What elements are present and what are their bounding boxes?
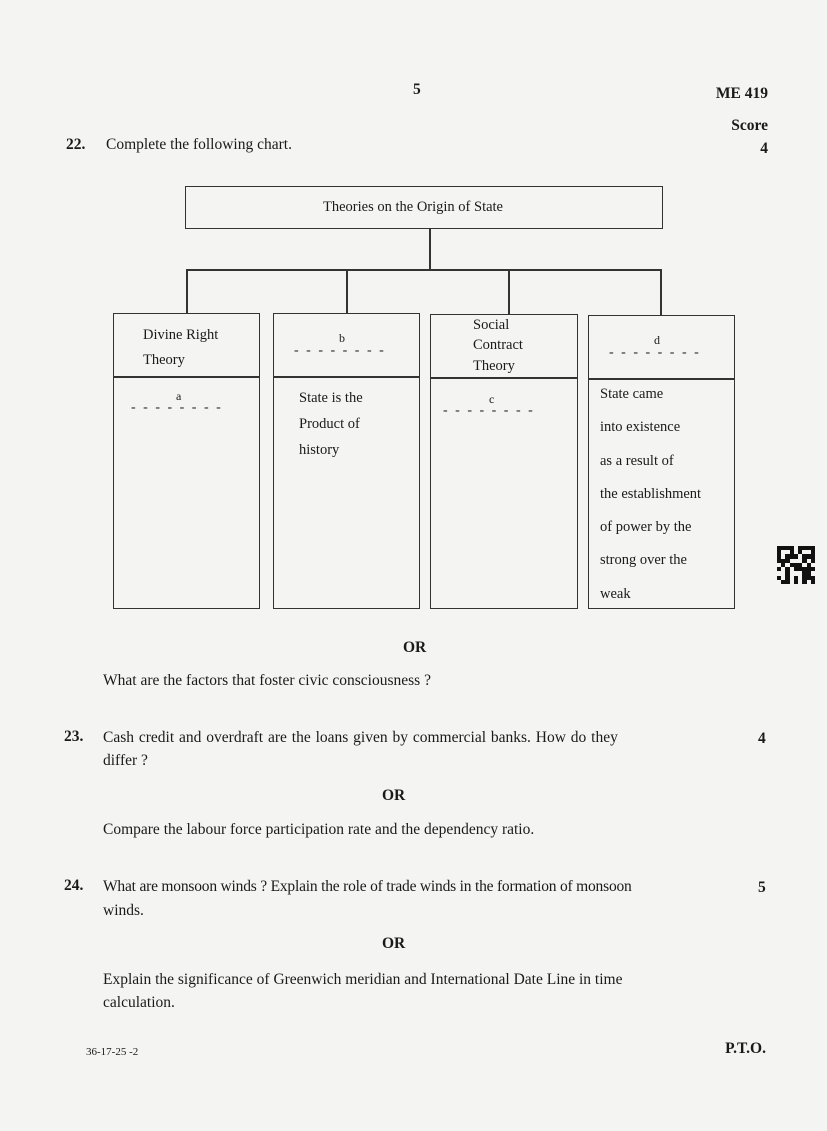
blank-c-label: c <box>489 392 495 406</box>
column-body-line: as a result of <box>600 453 674 469</box>
blank-b-line: - - - - - - - - <box>294 343 386 358</box>
q22-score: 4 <box>760 140 768 157</box>
column-body-line: into existence <box>600 419 681 435</box>
qr-code-icon <box>777 546 815 584</box>
q24-number: 24. <box>64 877 84 894</box>
q22-text: Complete the following chart. <box>106 136 292 153</box>
column-body-line: Product of <box>299 416 360 432</box>
column-head-line: Theory <box>473 358 515 374</box>
connector <box>508 269 510 314</box>
chart-root-box <box>185 186 663 229</box>
column-body-line: weak <box>600 586 631 602</box>
q23-alt: Compare the labour force participation rate and the dependency ratio. <box>103 821 535 838</box>
q24-alt: Explain the significance of Greenwich meridian and International Date Line in time <box>103 971 623 988</box>
chart-root-label: Theories on the Origin of State <box>323 199 503 215</box>
q24-line: winds. <box>103 902 144 919</box>
column-body-line: State is the <box>299 390 363 406</box>
column-body-line: history <box>299 442 340 458</box>
blank-a-line: - - - - - - - - <box>131 400 223 415</box>
connector <box>186 269 188 314</box>
column-body-line: strong over the <box>600 552 687 568</box>
q24-alt: calculation. <box>103 994 175 1011</box>
divider <box>431 377 577 379</box>
connector <box>346 269 348 314</box>
q23-number: 23. <box>64 728 84 745</box>
divider <box>274 376 419 378</box>
q24-score: 5 <box>758 879 766 896</box>
q22-or: OR <box>403 639 427 656</box>
column-head-line: Social <box>473 317 510 333</box>
footer-code: 36-17-25 -2 <box>86 1046 139 1058</box>
paper-code: ME 419 <box>715 85 768 102</box>
column-body-line: the establishment <box>600 486 702 502</box>
column-head-line: Theory <box>143 352 185 368</box>
column-body-line: State came <box>600 386 664 402</box>
connector <box>186 269 661 271</box>
blank-c-line: - - - - - - - - <box>443 403 535 418</box>
divider <box>589 378 734 380</box>
q23-or: OR <box>382 787 406 804</box>
q23-line: differ ? <box>103 752 148 769</box>
chart-column-social-contract <box>430 314 578 609</box>
blank-d-label: d <box>654 333 660 347</box>
column-body-line: of power by the <box>600 519 692 535</box>
score-label: Score <box>731 117 768 134</box>
column-head-line: Contract <box>473 337 523 353</box>
q24-line: What are monsoon winds ? Explain the role of trade winds in the formation of monsoon <box>103 878 632 895</box>
column-head-line: Divine Right <box>143 327 219 343</box>
divider <box>114 376 259 378</box>
q22-number: 22. <box>66 136 86 153</box>
connector <box>429 228 431 270</box>
chart-column-b <box>273 313 420 609</box>
page-number: 5 <box>413 81 421 98</box>
q24-or: OR <box>382 935 406 952</box>
chart-column-d <box>588 315 735 609</box>
blank-a-label: a <box>176 389 182 403</box>
connector <box>660 269 662 315</box>
chart-column-divine-right <box>113 313 260 609</box>
q22-alt: What are the factors that foster civic consciousness ? <box>103 672 431 689</box>
q23-line: Cash credit and overdraft are the loans given by commercial banks. How do they <box>103 729 618 746</box>
blank-d-line: - - - - - - - - <box>609 345 701 360</box>
q23-score: 4 <box>758 730 766 747</box>
blank-b-label: b <box>339 331 345 345</box>
pto: P.T.O. <box>725 1040 766 1057</box>
